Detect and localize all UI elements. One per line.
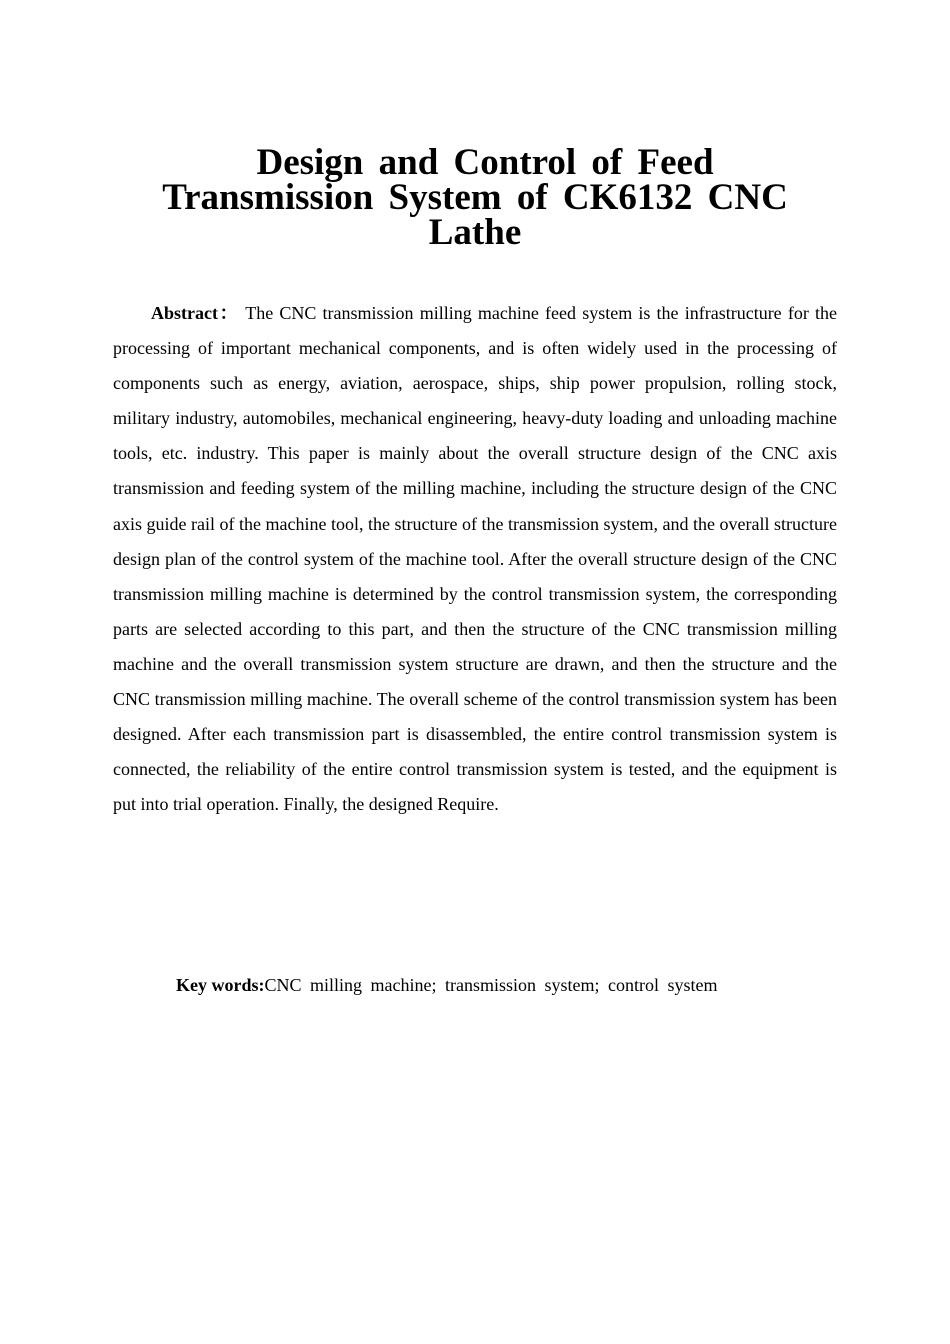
abstract-paragraph xyxy=(113,296,837,822)
abstract-label: Abstract： xyxy=(151,303,240,323)
abstract-text: The CNC transmission milling machine feed system is the infrastructure for the processing of important mechanical components, and is often widely used in the processing of components such as energy, aviation, aerospace, ships, ship power propulsion, rolling stock, military industry, automobiles, mechanical engineering, heavy-duty loading and unloading machine tools, etc. industry. This paper is mainly about the overall structure design of the CNC axis transmission and feeding system of the milling machine, including the structure design of the CNC axis guide rail of the machine tool, the structure of the transmission system, and the overall structure design plan of the control system of the machine tool. After the overall structure design of the CNC transmission milling machine is determined by the control transmission system, the corresponding parts are selected according to this part, and then the structure of the CNC transmission milling machine and the overall transmission system structure are drawn, and then the structure and the CNC transmission milling machine. The overall scheme of the control transmission system has been designed. After each transmission part is disassembled, the entire control transmission system is connected, the reliability of the entire control transmission system is tested, and the equipment is put into trial operation. Finally, the designed Require. xyxy=(113,303,838,815)
keywords-line xyxy=(176,968,717,1003)
paper-title xyxy=(140,142,810,253)
title-line-1: Design and Control of Feed xyxy=(256,142,714,183)
title-line-2: Transmission System of CK6132 CNC xyxy=(162,177,788,218)
keywords-label: Key words: xyxy=(176,975,265,995)
keywords-text: CNC milling machine; transmission system; control system xyxy=(264,975,718,995)
title-line-3: Lathe xyxy=(428,212,522,253)
